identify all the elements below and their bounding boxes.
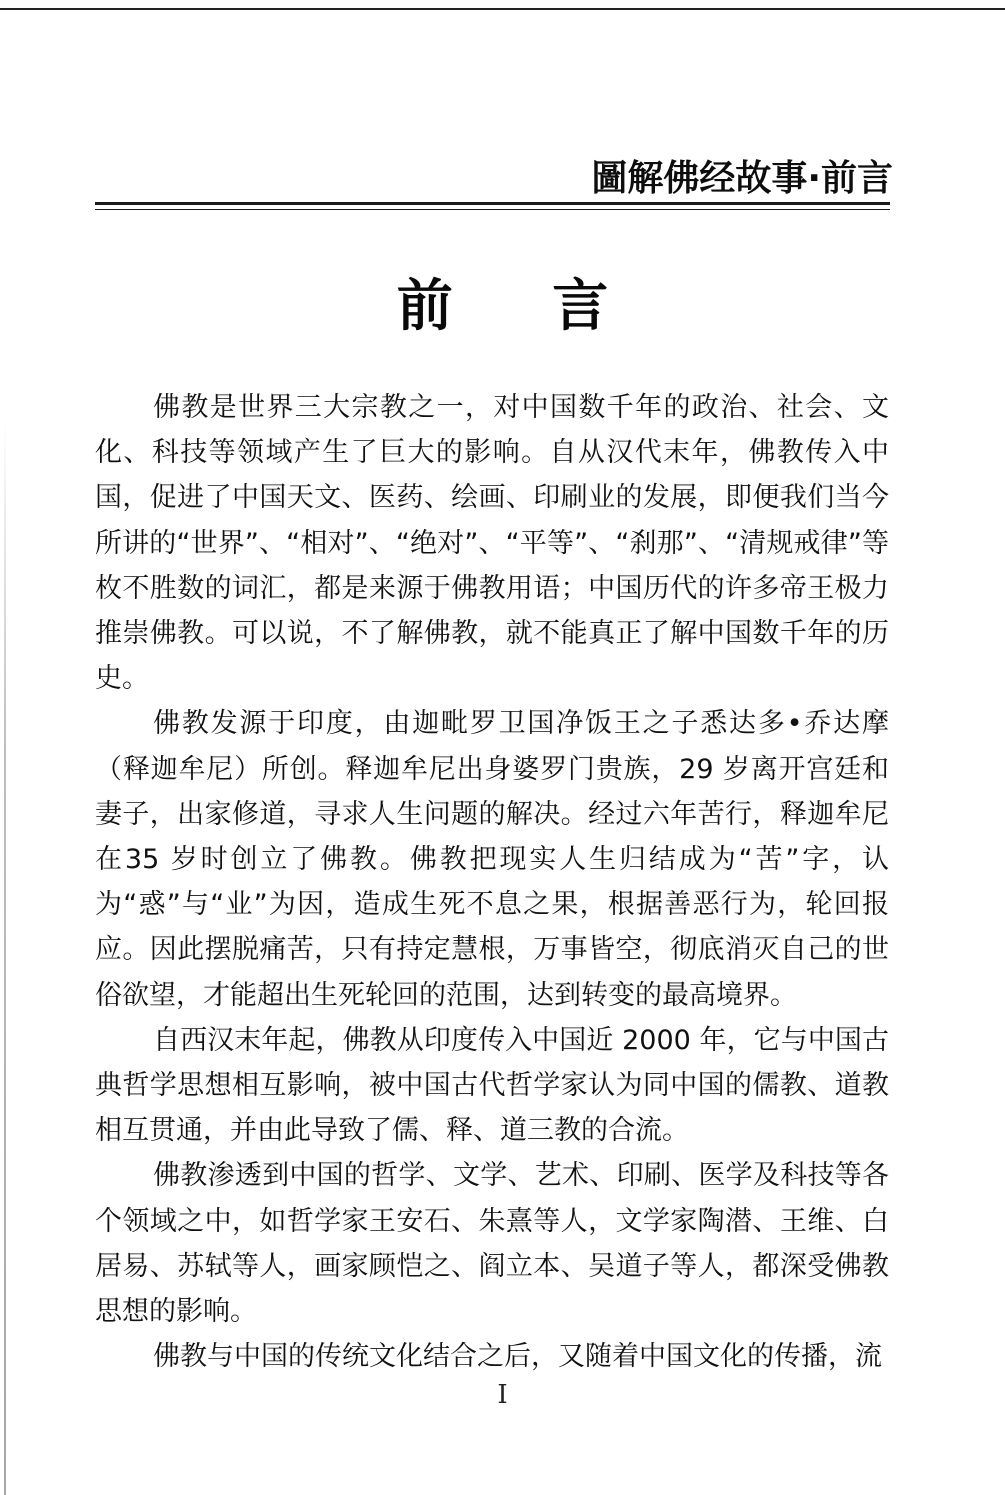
paragraph: 佛教发源于印度，由迦毗罗卫国净饭王之子悉达多•乔达摩（释迦牟尼）所创。释迦牟尼出身婆罗门贵族，29 岁离开宫廷和妻子，出家修道，寻求人生问题的解决。经过六年苦行，释迦牟尼在35 岁时创立了佛教。佛教把现实人生归结成为“苦”字，认为“惑”与“业”为因，造成生死不息之果，根据善恶行为，轮回报应。因此摆脱痛苦，只有持定慧根，万事皆空，彻底消灭自己的世俗欲望，才能超出生死轮回的范围，达到转变的最高境界。 [95, 708, 889, 1011]
running-header: 圖解佛经故事·前言 [591, 158, 893, 199]
paragraph: 佛教渗透到中国的哲学、文学、艺术、印刷、医学及科技等各个领域之中，如哲学家王安石、朱熹等人，文学家陶潜、王维、白居易、苏轼等人，画家顾恺之、阎立本、吴道子等人，都深受佛教思想的影响。 [95, 1160, 889, 1328]
scan-top-border [0, 8, 1005, 10]
header-rule-thin [95, 209, 890, 210]
header-rule-thick [95, 202, 890, 205]
scan-left-edge [4, 420, 6, 1495]
page-number: I [497, 1380, 508, 1410]
paragraph: 自西汉末年起，佛教从印度传入中国近 2000 年，它与中国古典哲学思想相互影响，被中国古代哲学家认为同中国的儒教、道教相互贯通，并由此导致了儒、释、道三教的合流。 [95, 1024, 889, 1147]
paragraph: 佛教是世界三大宗教之一，对中国数千年的政治、社会、文化、科技等领域产生了巨大的影响。自从汉代末年，佛教传入中国，促进了中国天文、医药、绘画、印刷业的发展，即便我们当今所讲的“世界”、“相对”、“绝对”、“平等”、“刹那”、“清规戒律”等枚不胜数的词汇，都是来源于佛教用语；中国历代的许多帝王极力推崇佛教。可以说，不了解佛教，就不能真正了解中国数千年的历史。 [95, 392, 889, 695]
body-text [95, 385, 889, 1379]
chapter-title: 前 言 [396, 273, 649, 339]
paragraph: 佛教与中国的传统文化结合之后，又随着中国文化的传播，流 [153, 1341, 882, 1373]
